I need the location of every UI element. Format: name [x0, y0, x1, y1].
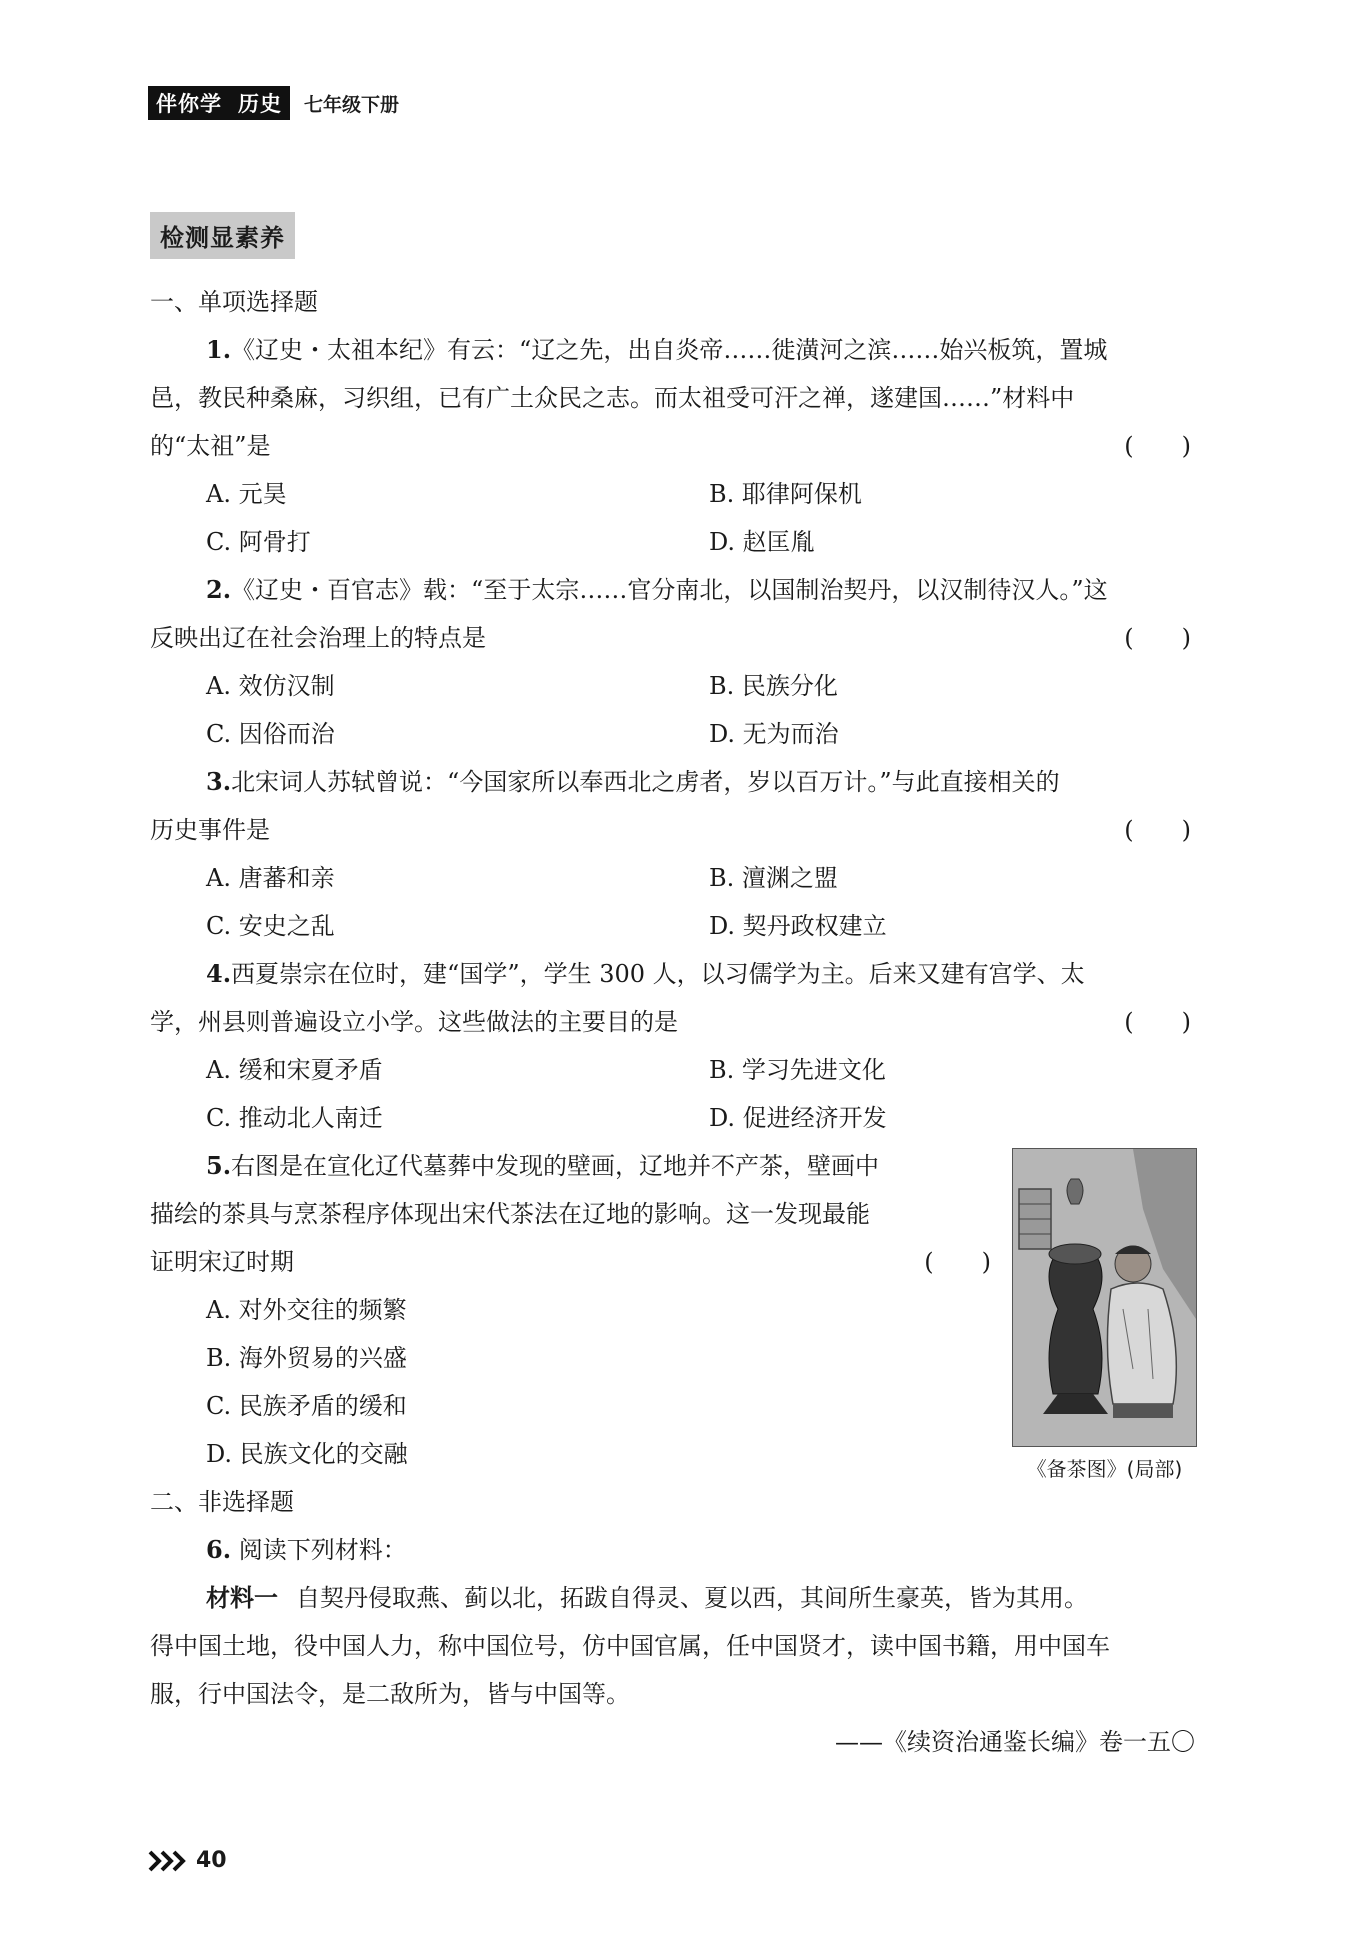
option-d: D. 无为而治 — [709, 720, 839, 748]
material-line: 得中国土地，役中国人力，称中国位号，仿中国官属，任中国贤才，读中国书籍，用中国车 — [150, 1632, 1110, 1660]
question-text: 反映出辽在社会治理上的特点是 — [150, 624, 486, 652]
answer-blank: ( ) — [1124, 624, 1191, 652]
question-3 — [150, 758, 1195, 950]
question-line: 邑，教民种桑麻，习织组，已有广土众民之志。而太祖受可汗之禅，遂建国……”材料中 — [150, 384, 1075, 412]
question-1 — [150, 326, 1195, 566]
option-c: C. 安史之乱 — [206, 912, 335, 940]
question-text: 学，州县则普遍设立小学。这些做法的主要目的是 — [150, 1008, 678, 1036]
page-footer — [148, 1848, 227, 1873]
section-tag: 检测显素养 — [150, 212, 295, 259]
question-number: 4. — [206, 959, 232, 988]
option-a: A. 元昊 — [206, 480, 287, 508]
option-d: D. 促进经济开发 — [709, 1104, 887, 1132]
page-number: 40 — [196, 1848, 227, 1873]
question-number: 6. — [206, 1535, 232, 1564]
question-text: 《辽史・太祖本纪》有云：“辽之先，出自炎帝……徙潢河之滨……始兴板筑，置城 — [231, 336, 1108, 364]
brand-subject: 历史 — [238, 92, 282, 116]
option-c: C. 推动北人南迁 — [206, 1104, 383, 1132]
question-text: 历史事件是 — [150, 816, 270, 844]
question-line — [150, 806, 1195, 854]
tea-preparation-mural-image — [1012, 1148, 1197, 1447]
options — [150, 854, 1195, 950]
option-d: D. 民族文化的交融 — [206, 1440, 408, 1468]
part1-title: 一、单项选择题 — [150, 288, 318, 316]
question-text: 证明宋辽时期 — [150, 1248, 294, 1276]
answer-blank: ( ) — [1124, 1008, 1191, 1036]
grade-label: 七年级下册 — [304, 93, 400, 116]
figure-caption: 《备茶图》(局部) — [1026, 1457, 1183, 1481]
question-4 — [150, 950, 1195, 1142]
question-text: 右图是在宣化辽代墓葬中发现的壁画，辽地并不产茶，壁画中 — [231, 1152, 880, 1180]
part2-title: 二、非选择题 — [150, 1488, 294, 1516]
material-line: 服，行中国法令，是二敌所为，皆与中国等。 — [150, 1680, 630, 1708]
question-5 — [150, 1142, 1195, 1481]
question-line — [150, 1526, 1195, 1574]
option-c: C. 民族矛盾的缓和 — [206, 1392, 407, 1420]
series-brand — [148, 86, 290, 120]
question-text: 北宋词人苏轼曾说：“今国家所以奉西北之虏者，岁以百万计。”与此直接相关的 — [231, 768, 1060, 796]
material-text: 自契丹侵取燕、蓟以北，拓跋自得灵、夏以西，其间所生豪英，皆为其用。 — [296, 1584, 1088, 1612]
running-header — [148, 86, 399, 120]
question-line — [150, 566, 1195, 614]
option-b: B. 耶律阿保机 — [709, 480, 862, 508]
question-6 — [150, 1526, 1195, 1766]
material-line — [150, 1574, 1195, 1622]
question-number: 3. — [206, 767, 232, 796]
answer-blank: ( ) — [924, 1248, 991, 1276]
question-text: 西夏崇宗在位时，建“国学”，学生 300 人，以习儒学为主。后来又建有宫学、太 — [231, 960, 1085, 988]
option-b: B. 澶渊之盟 — [709, 864, 838, 892]
question-line — [150, 998, 1195, 1046]
question-line — [150, 614, 1195, 662]
question-number: 1. — [206, 335, 232, 364]
option-a: A. 对外交往的频繁 — [206, 1296, 407, 1324]
option-c: C. 因俗而治 — [206, 720, 335, 748]
question-line — [150, 422, 1195, 470]
page-content — [150, 278, 1195, 1766]
question-number: 5. — [206, 1151, 232, 1180]
question-line — [150, 1238, 995, 1286]
option-a: A. 缓和宋夏矛盾 — [206, 1056, 383, 1084]
material-label: 材料一 — [206, 1584, 278, 1612]
option-b: B. 学习先进文化 — [709, 1056, 886, 1084]
options — [150, 470, 1195, 566]
option-d: D. 赵匡胤 — [709, 528, 815, 556]
brand-name: 伴你学 — [156, 92, 222, 116]
material-source: ——《续资治通鉴长编》卷一五〇 — [835, 1728, 1195, 1756]
question-5-text — [150, 1142, 995, 1478]
option-a: A. 唐蕃和亲 — [206, 864, 335, 892]
mural-figure — [1012, 1148, 1197, 1482]
question-line — [150, 326, 1195, 374]
answer-blank: ( ) — [1124, 432, 1191, 460]
question-line — [150, 1142, 995, 1190]
question-line — [150, 758, 1195, 806]
triple-chevron-icon — [148, 1849, 188, 1873]
options — [150, 662, 1195, 758]
answer-blank: ( ) — [1124, 816, 1191, 844]
option-a: A. 效仿汉制 — [206, 672, 335, 700]
options — [150, 1046, 1195, 1142]
question-line: 描绘的茶具与烹茶程序体现出宋代茶法在辽地的影响。这一发现最能 — [150, 1200, 870, 1228]
option-b: B. 海外贸易的兴盛 — [206, 1344, 407, 1372]
question-line — [150, 950, 1195, 998]
question-text: 《辽史・百官志》载：“至于太宗……官分南北，以国制治契丹，以汉制待汉人。”这 — [231, 576, 1108, 604]
question-text: 阅读下列材料： — [238, 1536, 407, 1564]
question-text: 的“太祖”是 — [150, 432, 271, 460]
material-one — [150, 1574, 1195, 1718]
option-d: D. 契丹政权建立 — [709, 912, 887, 940]
option-c: C. 阿骨打 — [206, 528, 311, 556]
question-number: 2. — [206, 575, 232, 604]
option-b: B. 民族分化 — [709, 672, 838, 700]
question-2 — [150, 566, 1195, 758]
